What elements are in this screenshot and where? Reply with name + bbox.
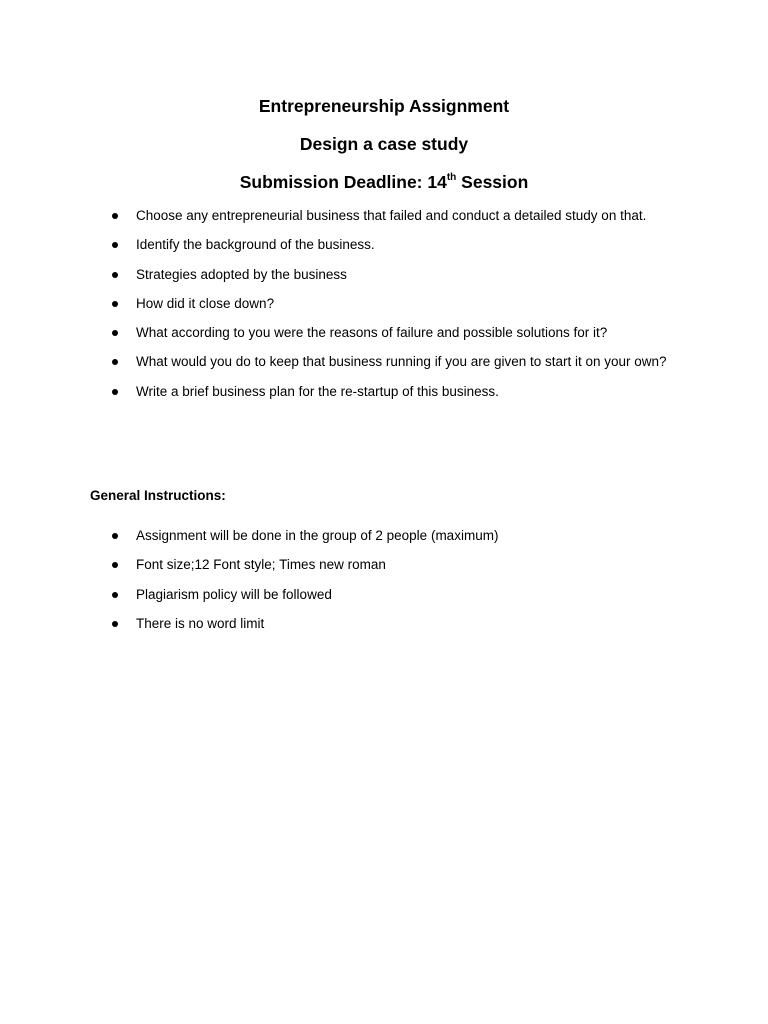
- deadline-suffix: Session: [456, 172, 529, 192]
- submission-deadline: [0, 171, 768, 193]
- bullet-icon: [112, 621, 118, 627]
- instruction-text: Font size;12 Font style; Times new roman: [136, 557, 386, 573]
- bullet-icon: [112, 592, 118, 598]
- task-text: Identify the background of the business.: [136, 237, 375, 253]
- list-item: [112, 261, 672, 289]
- bullet-icon: [112, 562, 118, 568]
- bullet-icon: [112, 301, 118, 307]
- bullet-icon: [112, 213, 118, 219]
- document-subtitle: Design a case study: [299, 134, 469, 154]
- list-item: [112, 290, 672, 318]
- document-title: Entrepreneurship Assignment: [258, 96, 510, 116]
- list-item: [112, 319, 672, 347]
- list-item: [112, 522, 672, 550]
- instruction-text: There is no word limit: [136, 615, 265, 631]
- task-text: Write a brief business plan for the re-startup of this business.: [136, 383, 499, 399]
- task-text: Strategies adopted by the business: [136, 266, 347, 282]
- bullet-icon: [112, 330, 118, 336]
- bullet-icon: [112, 242, 118, 248]
- task-text: What according to you were the reasons of failure and possible solutions for it?: [136, 325, 608, 341]
- instruction-text: Plagiarism policy will be followed: [136, 586, 332, 602]
- list-item: [112, 202, 672, 230]
- list-item: [112, 231, 672, 259]
- list-item: [112, 610, 672, 638]
- bullet-icon: [112, 533, 118, 539]
- list-item: [112, 581, 672, 609]
- task-list: [112, 202, 672, 407]
- instructions-list: [112, 522, 672, 639]
- list-item: [112, 378, 672, 406]
- deadline-superscript: th: [446, 172, 457, 184]
- task-text: Choose any entrepreneurial business that failed and conduct a detailed study on that.: [136, 208, 647, 223]
- instruction-text: Assignment will be done in the group of 2 people (maximum): [136, 528, 499, 543]
- bullet-icon: [112, 359, 118, 365]
- task-text: How did it close down?: [136, 295, 275, 311]
- bullet-icon: [112, 272, 118, 278]
- list-item: [112, 551, 672, 579]
- general-instructions-heading: General Instructions:: [90, 488, 226, 503]
- list-item: [112, 348, 672, 376]
- task-text: What would you do to keep that business running if you are given to start it on your own?: [136, 354, 667, 370]
- deadline-prefix: Submission Deadline: 14: [239, 172, 447, 192]
- bullet-icon: [112, 389, 118, 395]
